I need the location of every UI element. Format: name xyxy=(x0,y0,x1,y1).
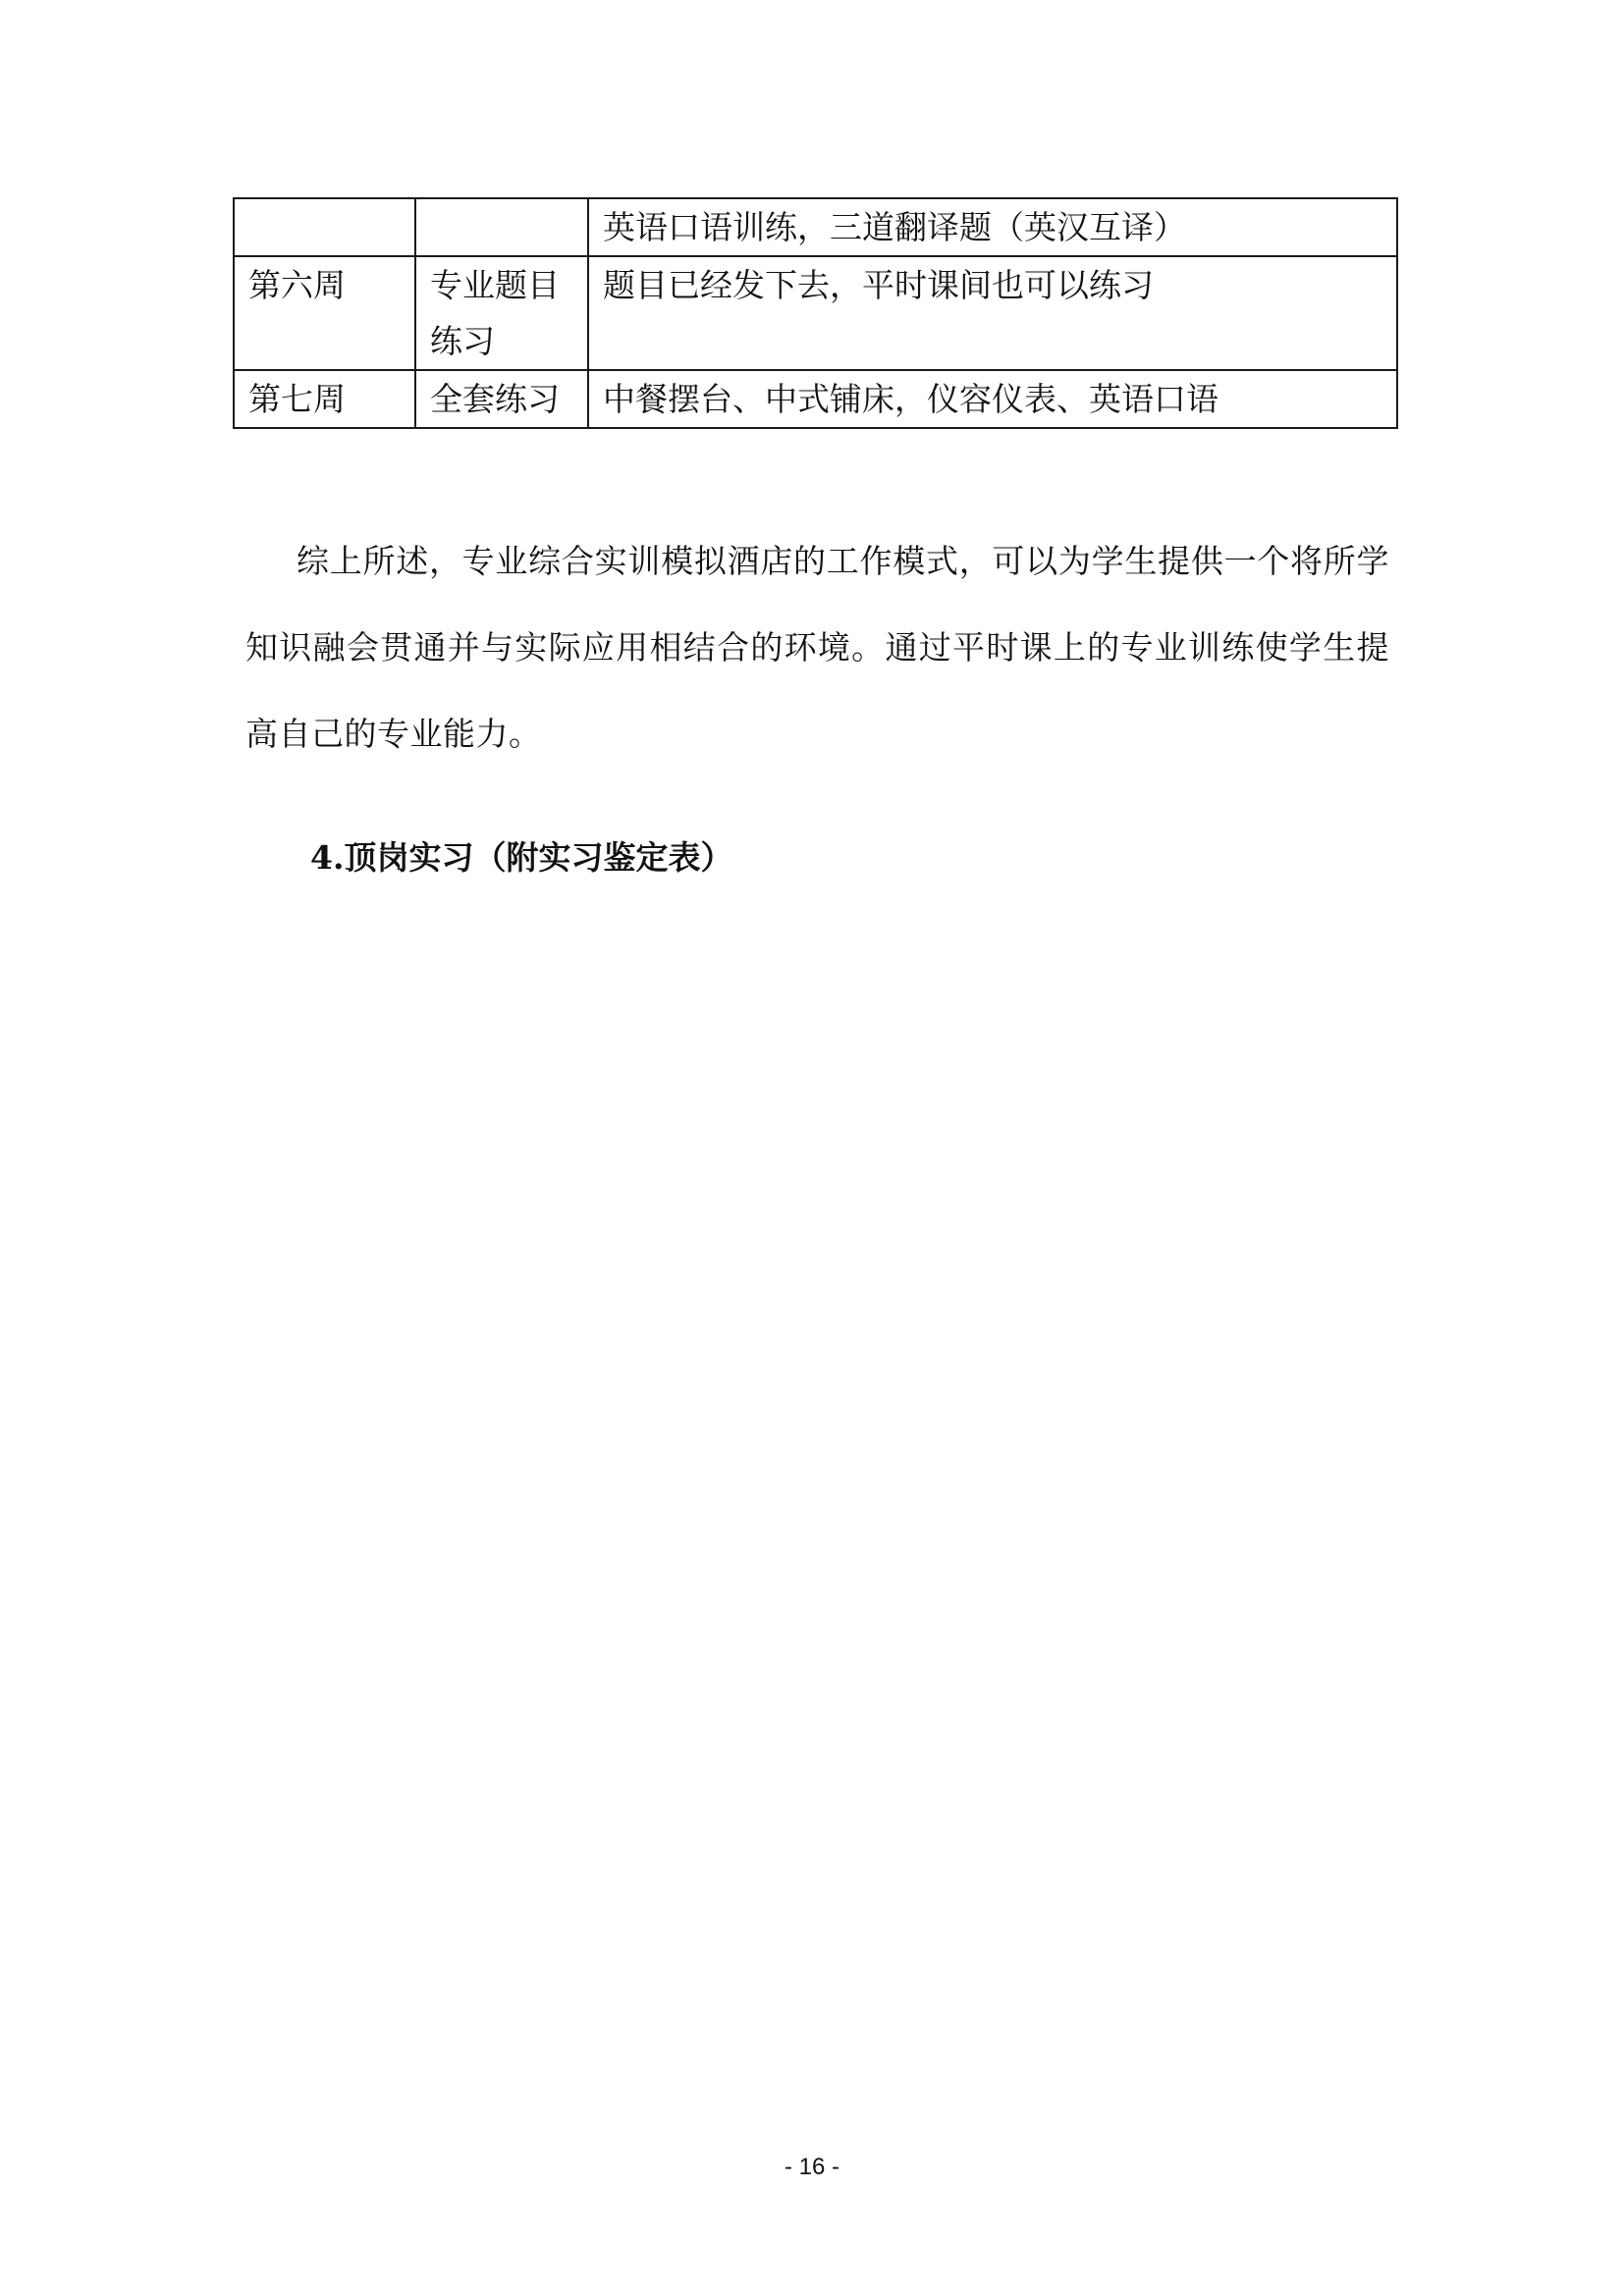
week-cell xyxy=(234,198,415,256)
page-number: - 16 - xyxy=(784,2154,839,2180)
item-cell: 全套练习 xyxy=(415,370,588,428)
week-cell: 第七周 xyxy=(234,370,415,428)
summary-paragraph: 综上所述，专业综合实训模拟酒店的工作模式，可以为学生提供一个将所学知识融会贯通并与实际应用相结合的环境。通过平时课上的专业训练使学生提高自己的专业能力。 xyxy=(245,542,1389,753)
table-row xyxy=(234,370,1397,428)
content-cell: 题目已经发下去，平时课间也可以练习 xyxy=(588,256,1397,370)
item-cell xyxy=(415,198,588,256)
week-cell: 第六周 xyxy=(234,256,415,370)
item-cell: 专业题目练习 xyxy=(415,256,588,370)
table-row xyxy=(234,256,1397,370)
section-heading: 4.顶岗实习（附实习鉴定表） xyxy=(310,838,733,877)
training-schedule-table xyxy=(233,197,1398,429)
content-cell: 英语口语训练，三道翻译题（英汉互译） xyxy=(588,198,1397,256)
content-cell: 中餐摆台、中式铺床，仪容仪表、英语口语 xyxy=(588,370,1397,428)
table-row xyxy=(234,198,1397,256)
